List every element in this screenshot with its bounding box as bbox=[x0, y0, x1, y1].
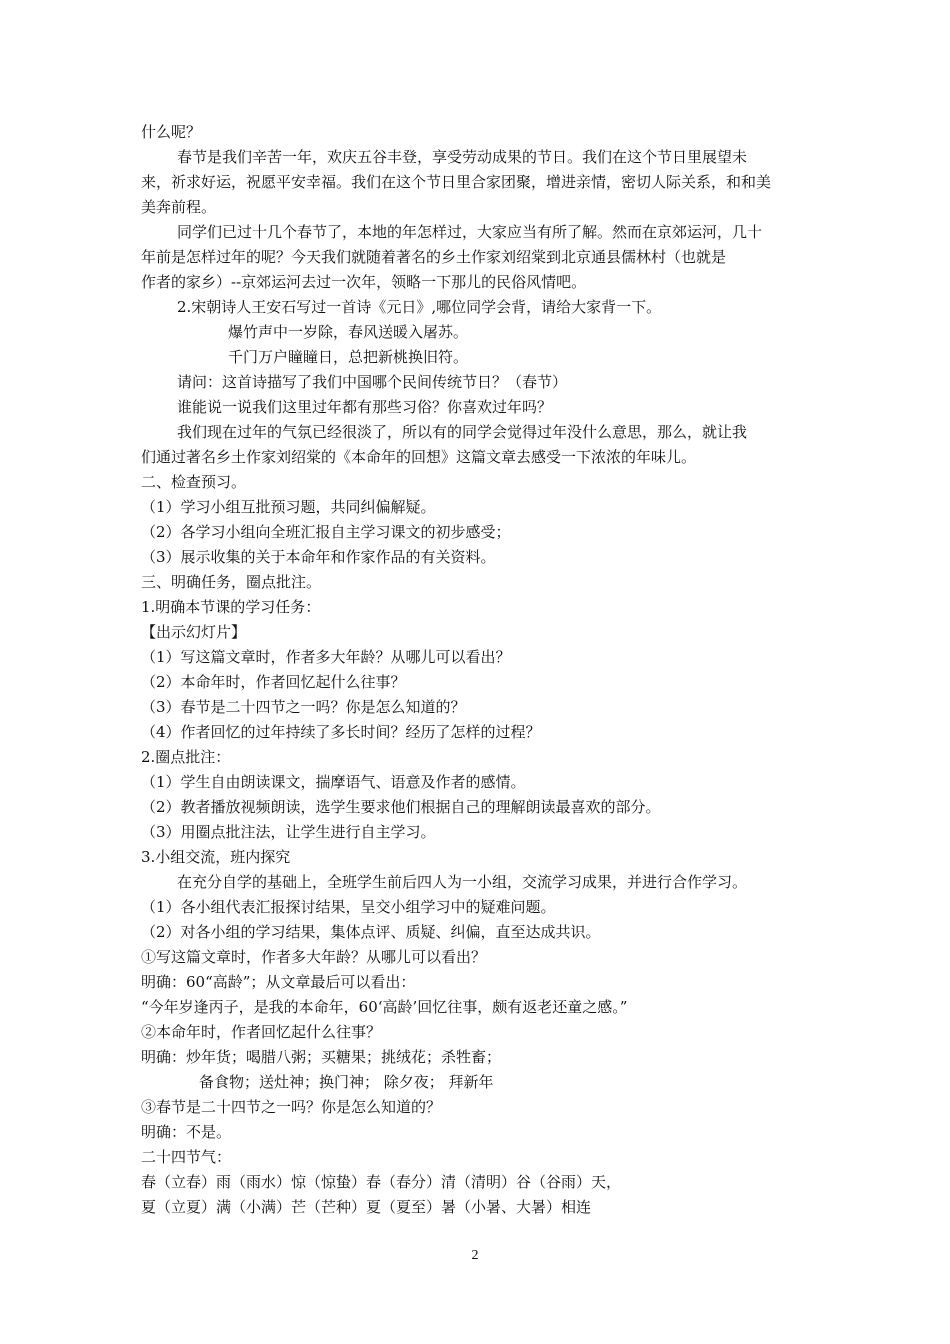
page-number: 2 bbox=[471, 1248, 479, 1263]
poem-line: 爆竹声中一岁除，春风送暖入屠苏。 bbox=[228, 323, 469, 341]
subsection-heading: 1.明确本节课的学习任务： bbox=[141, 598, 321, 616]
answer-line: 备食物；送灶神；换门神； 除夕夜； 拜新年 bbox=[199, 1073, 494, 1091]
list-item: （2）教者播放视频朗读，选学生要求他们根据自己的理解朗读最喜欢的部分。 bbox=[141, 798, 661, 816]
text-line: 来，祈求好运，祝愿平安幸福。我们在这个节日里合家团聚，增进亲情，密切人际关系，和和美 bbox=[141, 173, 772, 191]
list-item: （2）本命年时，作者回忆起什么往事？ bbox=[141, 673, 406, 691]
question-line: ③春节是二十四节之一吗？你是怎么知道的？ bbox=[141, 1098, 442, 1116]
quote-line: “今年岁逢丙子，是我的本命年，60‘高龄’回忆往事，颇有返老还童之感。” bbox=[141, 998, 628, 1016]
section-heading: 二、检查预习。 bbox=[141, 473, 247, 491]
text-line: 2.宋朝诗人王安石写过一首诗《元日》,哪位同学会背，请给大家背一下。 bbox=[177, 298, 662, 316]
text-line: 作者的家乡）--京郊运河去过一次年，领略一下那儿的民俗风情吧。 bbox=[141, 273, 587, 291]
list-item: （1）各小组代表汇报探讨结果，呈交小组学习中的疑难问题。 bbox=[141, 898, 556, 916]
answer-line: 明确：60“高龄”；从文章最后可以看出： bbox=[141, 973, 416, 991]
subsection-heading: 3.小组交流，班内探究 bbox=[141, 848, 291, 866]
text-line: 们通过著名乡土作家刘绍棠的《本命年的回想》这篇文章去感受一下浓浓的年味儿。 bbox=[141, 448, 697, 466]
answer-line: 明确：炒年货；喝腊八粥；买糖果；挑绒花；杀牲畜； bbox=[141, 1048, 502, 1066]
question-line: ②本命年时，作者回忆起什么往事？ bbox=[141, 1023, 382, 1041]
subsection-heading: 2.圈点批注： bbox=[141, 748, 231, 766]
text-line: 谁能说一说我们这里过年都有那些习俗？你喜欢过年吗？ bbox=[177, 398, 553, 416]
text-line: 【出示幻灯片】 bbox=[141, 623, 247, 641]
text-line: 什么呢？ bbox=[141, 123, 202, 141]
section-heading: 三、明确任务，圈点批注。 bbox=[141, 573, 322, 591]
text-line: 在充分自学的基础上，全班学生前后四人为一小组，交流学习成果，并进行合作学习。 bbox=[177, 873, 748, 891]
list-item: （1）学生自由朗读课文，揣摩语气、语意及作者的感情。 bbox=[141, 773, 526, 791]
list-item: （3）用圈点批注法，让学生进行自主学习。 bbox=[141, 823, 436, 841]
answer-line: 明确：不是。 bbox=[141, 1123, 232, 1141]
text-line: 二十四节气： bbox=[141, 1148, 232, 1166]
list-item: （1）学习小组互批预习题，共同纠偏解疑。 bbox=[141, 498, 436, 516]
list-item: （3）春节是二十四节之一吗？你是怎么知道的？ bbox=[141, 698, 466, 716]
list-item: （4）作者回忆的过年持续了多长时间？经历了怎样的过程？ bbox=[141, 723, 541, 741]
text-line: 我们现在过年的气氛已经很淡了，所以有的同学会觉得过年没什么意思，那么，就让我 bbox=[177, 423, 748, 441]
text-line: 春节是我们辛苦一年，欢庆五谷丰登，享受劳动成果的节日。我们在这个节日里展望未 bbox=[177, 148, 748, 166]
text-line: 年前是怎样过年的呢？今天我们就随着著名的乡土作家刘绍棠到北京通县儒林村（也就是 bbox=[141, 248, 727, 266]
text-line: 美奔前程。 bbox=[141, 198, 217, 216]
list-item: （2）各学习小组向全班汇报自主学习课文的初步感受； bbox=[141, 523, 511, 541]
list-item: （2）对各小组的学习结果，集体点评、质疑、纠偏，直至达成共识。 bbox=[141, 923, 601, 941]
document-body bbox=[141, 120, 821, 1220]
text-line: 同学们已过十几个春节了，本地的年怎样过，大家应当有所了解。然而在京郊运河，几十 bbox=[177, 223, 763, 241]
question-line: ①写这篇文章时，作者多大年龄？从哪儿可以看出？ bbox=[141, 948, 487, 966]
text-line: 请问：这首诗描写了我们中国哪个民间传统节日？（春节） bbox=[177, 373, 568, 391]
list-item: （1）写这篇文章时，作者多大年龄？从哪儿可以看出？ bbox=[141, 648, 511, 666]
poem-line: 千门万户瞳瞳日，总把新桃换旧符。 bbox=[228, 348, 469, 366]
text-line: 春（立春）雨（雨水）惊（惊蛰）春（春分）清（清明）谷（谷雨）天， bbox=[141, 1173, 622, 1191]
text-line: 夏（立夏）满（小满）芒（芒种）夏（夏至）暑（小暑、大暑）相连 bbox=[141, 1198, 592, 1216]
list-item: （3）展示收集的关于本命年和作家作品的有关资料。 bbox=[141, 548, 496, 566]
